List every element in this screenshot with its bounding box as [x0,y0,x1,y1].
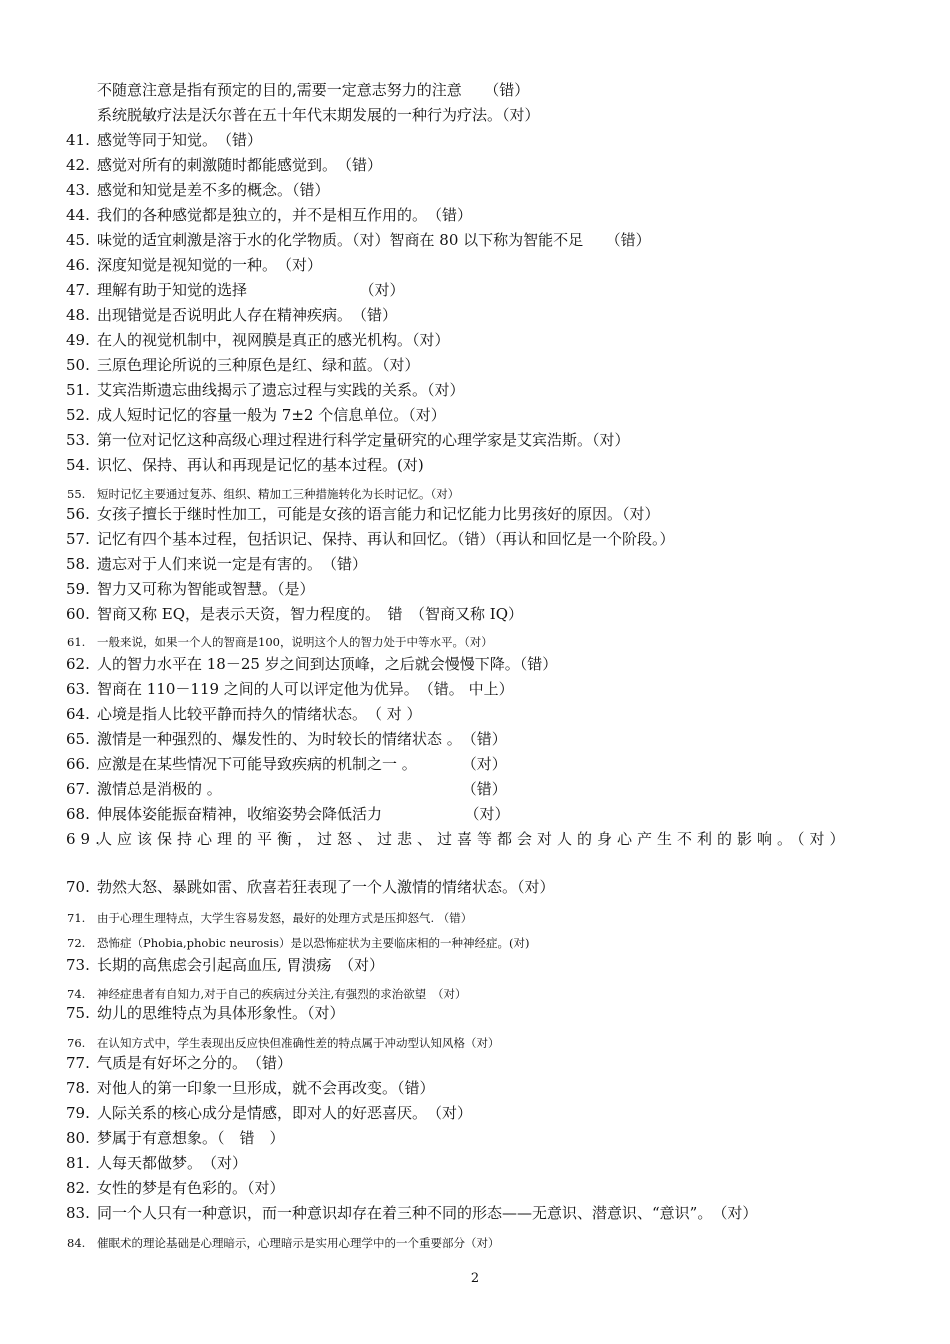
question-number: 47. [66,281,90,299]
question-number: 82. [66,1179,90,1197]
question-line [66,330,870,350]
question-number: 78. [66,1079,90,1097]
question-text: 味觉的适宜刺激是溶于水的化学物质。（对）智商在 80 以下称为智能不足 （错） [97,231,651,249]
question-number: 62. [66,655,90,673]
question-number: 61. [67,635,86,649]
question-line [66,255,870,275]
question-line [66,504,870,524]
question-line [66,380,870,400]
question-text: 女性的梦是有色彩的。（对） [97,1179,285,1197]
question-line [66,779,870,799]
page-number: 2 [470,1271,480,1286]
question-number: 80. [66,1129,90,1147]
question-number: 58. [66,555,90,573]
question-text: 由于心理生理特点，大学生容易发怒，最好的处理方式是压抑怒气. （错） [97,911,473,925]
question-line [66,1178,870,1198]
question-text: 梦属于有意想象。（ 错 ） [97,1129,285,1147]
question-number: 59. [66,580,90,598]
question-text: 感觉和知觉是差不多的概念。（错） [97,181,330,199]
question-number: 45. [66,231,90,249]
question-text: 激情是一种强烈的、爆发性的、为时较长的情绪状态 。 （错） [97,730,507,748]
question-line [97,80,870,100]
question-text: 神经症患者有自知力,对于自己的疾病过分关注,有强烈的求治欲望 （对） [97,987,467,1001]
question-text: 短时记忆主要通过复苏、组织、精加工三种措施转化为长时记忆。（对） [97,487,460,501]
question-line [66,1128,870,1148]
question-text: 遗忘对于人们来说一定是有害的。 （错） [97,555,368,573]
question-text: 心境是指人比较平静而持久的情绪状态。 （ 对 ） [97,705,422,723]
question-line [66,804,870,824]
question-text: 智商在 110－119 之间的人可以评定他为优异。 （错。 中上） [97,680,514,698]
question-text: 催眠术的理论基础是心理暗示，心理暗示是实用心理学中的一个重要部分（对） [97,1236,500,1250]
question-line [67,908,870,928]
question-line [66,554,870,574]
question-line [66,1078,870,1098]
question-number: 54. [66,456,90,474]
question-line [66,679,870,699]
question-text: 我们的各种感觉都是独立的，并不是相互作用的。 （错） [97,206,473,224]
question-line [66,579,870,599]
question-text: 不随意注意是指有预定的目的,需要一定意志努力的注意 （错） [97,81,530,99]
question-number: 43. [66,181,90,199]
question-line [66,305,870,325]
question-text: 对他人的第一印象一旦形成，就不会再改变。（错） [97,1079,435,1097]
question-text: 出现错觉是否说明此人存在精神疾病。 （错） [97,306,398,324]
question-number: 84. [67,1236,86,1250]
question-number: 46. [66,256,90,274]
question-text: 勃然大怒、暴跳如雷、欣喜若狂表现了一个人激情的情绪状态。（对） [97,878,555,896]
question-text: 成人短时记忆的容量一般为 7±2 个信息单位。（对） [97,406,446,424]
question-number: 63. [66,680,90,698]
question-number: 52. [66,406,90,424]
question-line [66,155,870,175]
question-text: 气质是有好坏之分的。 （错） [97,1054,293,1072]
question-number: 48. [66,306,90,324]
question-line [67,984,870,1004]
question-number: 64. [66,705,90,723]
question-text: 感觉等同于知觉。 （错） [97,131,263,149]
question-number: 42. [66,156,90,174]
question-number: 69. [66,830,105,848]
question-line [67,1033,870,1053]
question-text: 激情总是消极的 。 （错） [97,780,507,798]
question-text: 伸展体姿能振奋精神，收缩姿势会降低活力 （对） [97,805,510,823]
question-number: 81. [66,1154,90,1172]
question-number: 53. [66,431,90,449]
question-line [66,130,870,150]
question-line [67,1233,870,1253]
question-line [66,1203,870,1223]
question-line [66,729,870,749]
question-text: 理解有助于知觉的选择 （对） [97,281,405,299]
question-line [66,877,870,897]
question-text: 在人的视觉机制中，视网膜是真正的感光机构。（对） [97,331,450,349]
question-line [66,955,870,975]
question-line [66,430,870,450]
question-number: 75. [66,1004,90,1022]
question-text: 长期的高焦虑会引起高血压, 胃溃疡 （对） [97,956,385,974]
question-line [67,632,870,652]
question-text: 人每天都做梦。 （对） [97,1154,248,1172]
question-number: 41. [66,131,90,149]
question-text: 女孩子擅长于继时性加工，可能是女孩的语言能力和记忆能力比男孩好的原因。（对） [97,505,660,523]
question-text: 艾宾浩斯遗忘曲线揭示了遗忘过程与实践的关系。（对） [97,381,465,399]
question-line [66,280,870,300]
question-number: 65. [66,730,90,748]
question-number: 72. [67,936,86,950]
question-number: 73. [66,956,90,974]
question-number: 60. [66,605,90,623]
question-line [66,1003,870,1023]
question-number: 71. [67,911,86,925]
question-number: 68. [66,805,90,823]
question-line [66,704,870,724]
question-number: 66. [66,755,90,773]
question-text: 幼儿的思维特点为具体形象性。（对） [97,1004,345,1022]
question-line [66,654,870,674]
question-line [66,529,870,549]
question-number: 57. [66,530,90,548]
question-line [67,484,870,504]
question-text: 人的智力水平在 18－25 岁之间到达顶峰，之后就会慢慢下降。（错） [97,655,558,673]
question-line [66,1053,870,1073]
question-text: 应激是在某些情况下可能导致疾病的机制之一 。 （对） [97,755,507,773]
question-line [66,455,870,475]
question-number: 74. [67,987,86,1001]
question-line [66,205,870,225]
question-text: 恐怖症（Phobia,phobic neurosis）是以恐怖症状为主要临床相的一种神经症。(对) [97,936,530,950]
question-text: 在认知方式中，学生表现出反应快但准确性差的特点属于冲动型认知风格（对） [97,1036,500,1050]
question-line [66,604,870,624]
question-text: 智商又称 EQ，是表示天资，智力程度的。 错 （智商又称 IQ） [97,605,524,623]
question-number: 49. [66,331,90,349]
question-number: 76. [67,1036,86,1050]
question-number: 55. [67,487,86,501]
question-line [66,230,870,250]
question-text: 识忆、保持、再认和再现是记忆的基本过程。(对) [97,456,424,474]
question-text: 感觉对所有的刺激随时都能感觉到。 （错） [97,156,383,174]
question-number: 79. [66,1104,90,1122]
question-text: 三原色理论所说的三种原色是红、绿和蓝。（对） [97,356,420,374]
question-text: 深度知觉是视知觉的一种。 （对） [97,256,323,274]
question-line [66,355,870,375]
question-line [66,405,870,425]
question-line [66,180,870,200]
question-text: 记忆有四个基本过程，包括识记、保持、再认和回忆。（错）（再认和回忆是一个阶段。） [97,530,675,548]
question-text: 同一个人只有一种意识，而一种意识却存在着三种不同的形态——无意识、潜意识、“意识”。 （对） [97,1204,758,1222]
question-text: 智力又可称为智能或智慧。（是） [97,580,315,598]
question-text: 一般来说，如果一个人的智商是100，说明这个人的智力处于中等水平。（对） [97,635,493,649]
question-line [66,1153,870,1173]
question-number: 51. [66,381,90,399]
question-text: 第一位对记忆这种高级心理过程进行科学定量研究的心理学家是艾宾浩斯。（对） [97,431,630,449]
question-number: 44. [66,206,90,224]
question-line [66,754,870,774]
question-number: 77. [66,1054,90,1072]
question-text: 人应该保持心理的平衡，过怒、过悲、过喜等都会对人的身心产生不利的影响。（对） [97,830,850,848]
question-number: 83. [66,1204,90,1222]
question-number: 67. [66,780,90,798]
question-number: 56. [66,505,90,523]
question-line [97,105,870,125]
question-text: 人际关系的核心成分是情感，即对人的好恶喜厌。 （对） [97,1104,473,1122]
question-line [67,933,870,953]
question-line [66,829,870,849]
question-number: 50. [66,356,90,374]
question-line [66,1103,870,1123]
question-text: 系统脱敏疗法是沃尔普在五十年代末期发展的一种行为疗法。（对） [97,106,540,124]
question-number: 70. [66,878,90,896]
